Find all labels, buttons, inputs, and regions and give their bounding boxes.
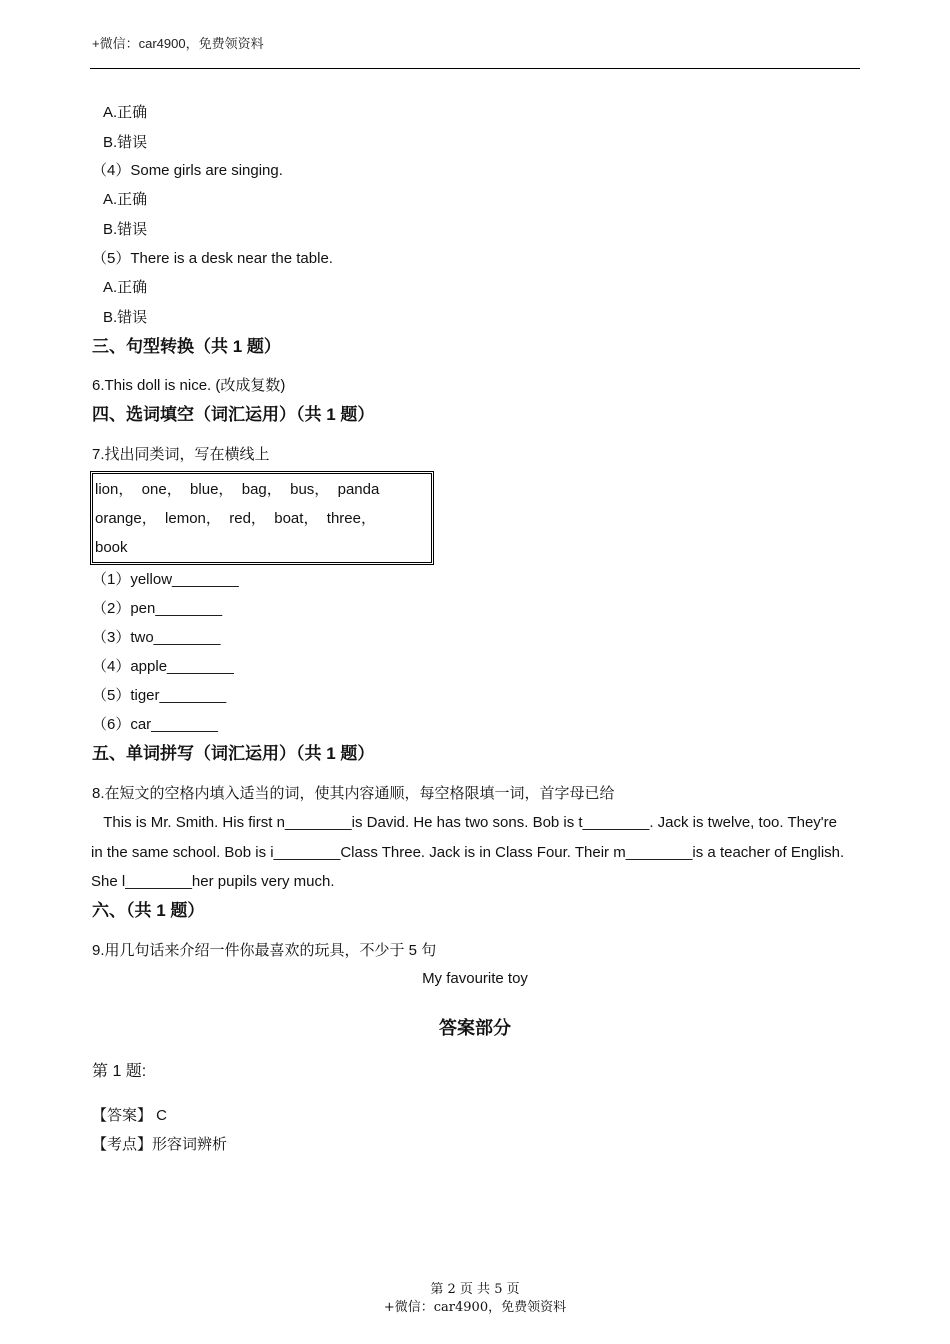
passage-line: She l________her pupils very much. [91,873,335,890]
question-stem: 8.在短文的空格内填入适当的词，使其内容通顺，每空格限填一词，首字母已给 [92,785,615,802]
option-b: B.错误 [103,309,148,326]
question-stem: 6.This doll is nice. (改成复数) [92,377,286,394]
passage-line: This is Mr. Smith. His first n________is David. He has two sons. Bob is t________. Jack is twelve, too. They're [91,814,837,831]
option-a: A.正确 [103,279,148,296]
option-b: B.错误 [103,134,148,151]
question-stem: （4）Some girls are singing. [92,162,283,179]
section-title: 五、单词拼写（词汇运用）（共 1 题） [92,744,375,763]
fill-item: （1）yellow________ [92,571,239,588]
page-number: 第 2 页 共 5 页 [430,1282,520,1297]
fill-item: （3）two________ [92,629,221,646]
option-a: A.正确 [103,104,148,121]
section-title: 四、选词填空（词汇运用）（共 1 题） [92,405,375,424]
header-rule [90,68,860,69]
header-text: +微信：car4900，免费领资料 [92,36,264,51]
question-stem: （5）There is a desk near the table. [92,250,333,267]
question-stem: 9.用几句话来介绍一件你最喜欢的玩具，不少于 5 句 [92,942,437,959]
fill-item: （4）apple________ [92,658,234,675]
passage-line: in the same school. Bob is i________Class Three. Jack is in Class Four. Their m________is a teacher of English. [91,844,845,861]
section-title: 三、句型转换（共 1 题） [92,337,281,356]
option-a: A.正确 [103,191,148,208]
essay-title: My favourite toy [422,970,528,987]
answer-text: 【答案】 C [92,1107,168,1124]
footer-text: +微信：car4900，免费领资料 [383,1300,567,1315]
fill-item: （2）pen________ [92,600,223,617]
question-stem: 7.找出同类词，写在横线上 [92,446,270,463]
word-box [90,471,434,565]
answer-point: 【考点】形容词辨析 [92,1136,228,1153]
option-b: B.错误 [103,221,148,238]
fill-item: （6）car________ [92,716,218,733]
section-title: 六、（共 1 题） [92,901,205,920]
word-box-line: book [95,539,128,556]
fill-item: （5）tiger________ [92,687,227,704]
word-box-line: orange， lemon， red， boat， three， [95,510,376,527]
word-box-line: lion， one， blue， bag， bus， panda [95,481,380,498]
answers-title: 答案部分 [439,1018,511,1038]
answer-question-label: 第 1 题: [92,1063,147,1080]
